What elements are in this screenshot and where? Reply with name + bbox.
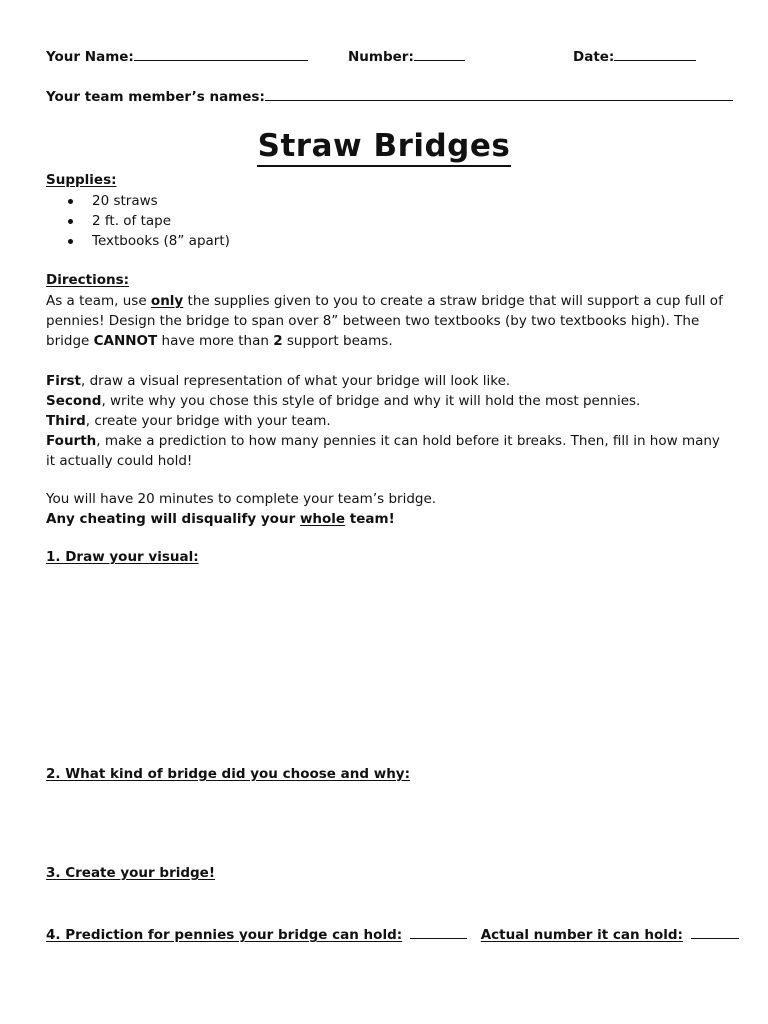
prediction-label: 4. Prediction for pennies your bridge can hold: — [46, 927, 403, 943]
step-third: Third, create your bridge with your team. — [46, 413, 331, 429]
emphasis-cannot: CANNOT — [93, 333, 158, 349]
date-field-row — [573, 48, 696, 65]
visual-drawing-area[interactable] — [46, 575, 726, 755]
question-4-row — [46, 926, 739, 943]
actual-blank-line[interactable] — [691, 926, 739, 939]
name-blank-line[interactable] — [134, 48, 308, 61]
bullet-icon — [68, 199, 73, 204]
question-2-label: 2. What kind of bridge did you choose and why: — [46, 766, 411, 782]
page-title-text: Straw Bridges — [257, 128, 512, 167]
steps-block — [46, 371, 726, 471]
date-label: Date: — [573, 49, 615, 65]
number-field-row — [348, 48, 465, 65]
actual-label: Actual number it can hold: — [480, 927, 683, 943]
bridge-reason-answer-area[interactable] — [46, 790, 726, 860]
list-item: 20 straws — [68, 191, 230, 211]
cheating-warning: Any cheating will disqualify your whole team! — [46, 511, 395, 527]
bullet-icon — [68, 219, 73, 224]
team-field-row — [46, 88, 733, 105]
time-note: You will have 20 minutes to complete your team’s bridge. — [46, 491, 437, 507]
emphasis-two: 2 — [273, 333, 283, 349]
list-item: Textbooks (8” apart) — [68, 231, 230, 251]
team-label: Your team member’s names: — [46, 89, 265, 105]
team-blank-line[interactable] — [265, 88, 733, 101]
question-1-label: 1. Draw your visual: — [46, 549, 199, 565]
list-item: 2 ft. of tape — [68, 211, 230, 231]
question-3-label: 3. Create your bridge! — [46, 865, 215, 881]
bullet-icon — [68, 239, 73, 244]
name-label: Your Name: — [46, 49, 134, 65]
supplies-label: Supplies: — [46, 172, 117, 188]
step-second: Second, write why you chose this style of bridge and why it will hold the most pennies. — [46, 393, 641, 409]
page-title — [0, 128, 768, 164]
date-blank-line[interactable] — [614, 48, 696, 61]
number-blank-line[interactable] — [414, 48, 465, 61]
prediction-blank-line[interactable] — [410, 926, 467, 939]
number-label: Number: — [348, 49, 414, 65]
step-first: First, draw a visual representation of what your bridge will look like. — [46, 373, 511, 389]
emphasis-only: only — [150, 293, 184, 309]
step-fourth: Fourth, make a prediction to how many pennies it can hold before it breaks. Then, fill in how many it actually could hold! — [46, 433, 720, 469]
name-field-row — [46, 48, 308, 65]
emphasis-whole: whole — [299, 511, 346, 527]
directions-label: Directions: — [46, 272, 130, 288]
directions-paragraph: As a team, use only the supplies given to you to create a straw bridge that will support a cup full of pennies! Design the bridge to span over 8” between two textbooks (by two textbooks high). The bridge CANNOT have more than 2 support beams. — [46, 293, 723, 349]
supplies-list — [68, 191, 230, 251]
